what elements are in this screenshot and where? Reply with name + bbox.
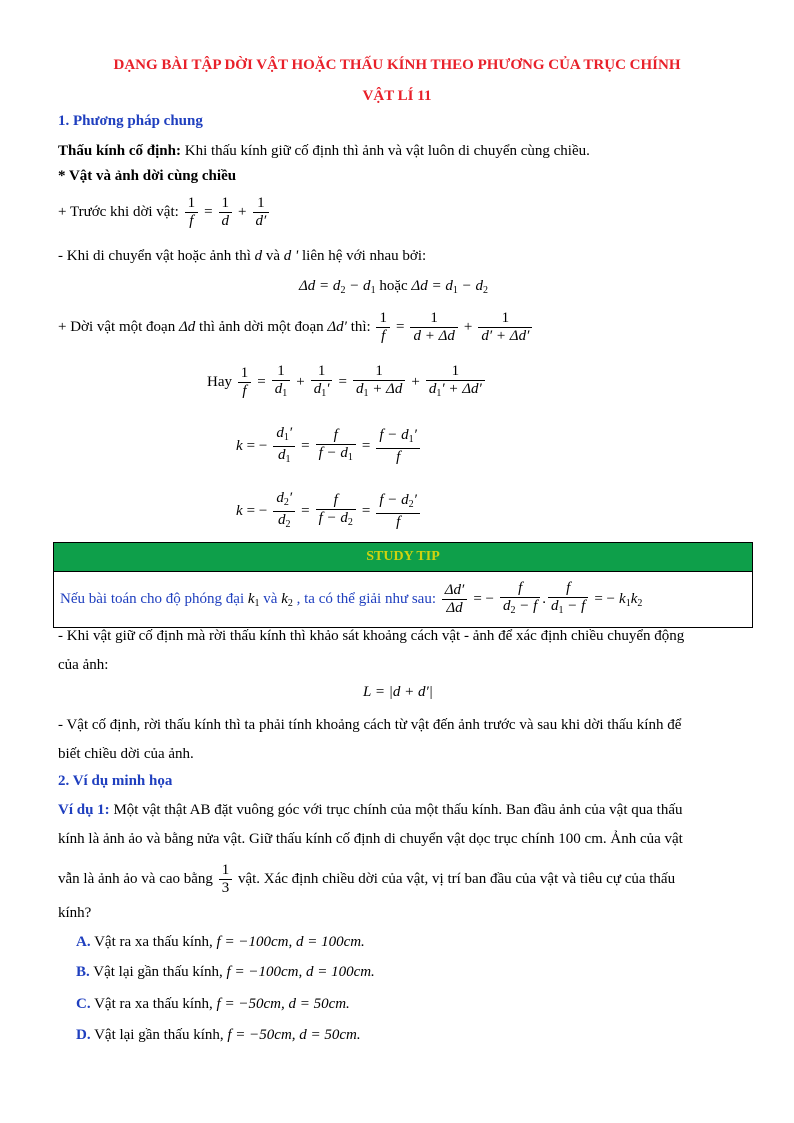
example-text-3a: vẫn là ảnh ảo và cao bằng xyxy=(58,870,213,887)
object-fixed-line-1: - Vật cố định, rời thấu kính thì ta phải tính khoảng cách từ vật đến ảnh trước và sau khi dời thấu kính để xyxy=(58,717,682,733)
formula-fraction: $\frac{1}{f}$ xyxy=(185,195,199,230)
hay-word: Hay xyxy=(207,373,232,390)
study-tip-heading: STUDY TIP xyxy=(54,543,752,572)
option-c[interactable] xyxy=(76,996,350,1013)
move-text-c: thì: xyxy=(350,318,371,335)
tip-text-c: , ta có thể giải như sau: xyxy=(296,591,436,607)
distance-formula: L = |d + d′| xyxy=(363,684,433,700)
fixed-lens-text: Khi thấu kính giữ cố định thì ảnh và vật luôn di chuyển cùng chiều. xyxy=(180,143,590,159)
document-title: DẠNG BÀI TẬP DỜI VẬT HOẶC THẤU KÍNH THEO PHƯƠNG CỦA TRỤC CHÍNH xyxy=(113,57,681,73)
option-b-formula: f = −100cm, d = 100cm. xyxy=(226,964,375,980)
option-b[interactable] xyxy=(76,964,375,981)
option-c-letter: C. xyxy=(76,996,91,1012)
or-word: hoặc xyxy=(379,278,408,294)
example-text-3b: vật. Xác định chiều dời của vật, vị trí ban đầu của vật và tiêu cự của thấu xyxy=(237,870,676,887)
option-c-formula: f = −50cm, d = 50cm. xyxy=(216,996,350,1012)
option-d-letter: D. xyxy=(76,1027,91,1043)
option-a[interactable] xyxy=(76,934,365,951)
option-b-text: Vật lại gần thấu kính, xyxy=(89,964,223,980)
relation-text-a: - Khi di chuyển vật hoặc ảnh thì xyxy=(58,248,251,264)
section-2-heading: 2. Ví dụ minh họa xyxy=(58,773,173,789)
example-line-4: kính? xyxy=(58,905,92,921)
option-d[interactable] xyxy=(76,1027,361,1044)
tip-text-b: và xyxy=(263,591,278,607)
option-c-text: Vật ra xa thấu kính, xyxy=(90,996,213,1012)
tip-text-a: Nếu bài toán cho độ phóng đại xyxy=(60,591,245,607)
move-text-b: thì ảnh dời một đoạn xyxy=(199,318,324,335)
k2-formula: k = − $\frac{d_2'}{d_2}$ = $\frac{f}{f - d_2}$ = $\frac{f - d_2'}{f}$ xyxy=(236,490,422,533)
option-b-letter: B. xyxy=(76,964,90,980)
object-fixed-line-2: biết chiều dời của ảnh. xyxy=(58,746,194,762)
hay-formula: Hay $\frac{1}{f}$ = $\frac{1}{d_1}$ + $\frac{1}{d_1'}$ = $\frac{1}{d_1 + \Delta d}$ + $\frac{1}{d_1' + \Delta d'}$ xyxy=(207,363,487,402)
move-text-a: + Dời vật một đoạn xyxy=(58,318,176,335)
document-subtitle: VẬT LÍ 11 xyxy=(362,88,432,104)
k1-formula: k = − $\frac{d_1'}{d_1}$ = $\frac{f}{f - d_1}$ = $\frac{f - d_1'}{f}$ xyxy=(236,425,422,468)
relation-text-b: và xyxy=(265,248,281,264)
example-line-3: vẫn là ảnh ảo và cao bằng $\frac{1}{3}$ vật. Xác định chiều dời của vật, vị trí ban đầu của vật và tiêu cự của thấu xyxy=(58,862,676,896)
fixed-lens-paragraph xyxy=(58,143,590,160)
option-d-formula: f = −50cm, d = 50cm. xyxy=(227,1027,361,1043)
option-a-text: Vật ra xa thấu kính, xyxy=(90,934,213,950)
fixed-lens-label: Thấu kính cố định: xyxy=(58,143,181,159)
example-line-1 xyxy=(58,802,683,819)
delta-d-formula: $\Delta d = d_2 - d_1$ hoặc $\Delta d = d_1 - d_2$ xyxy=(299,278,488,296)
study-tip-body: Nếu bài toán cho độ phóng đại $k_1$ và $k_2$ , ta có thể giải như sau: $\frac{\Delta d'}{\Delta d}$ = − $\frac{f}{d_2 - f}$ . $\frac{f}{d_1 - f}$ = − $k_1k_2$ xyxy=(60,572,752,627)
lens-move-line-1: - Khi vật giữ cố định mà rời thấu kính thì khảo sát khoảng cách vật - ảnh để xác định chiều chuyển động xyxy=(58,628,685,644)
option-a-formula: f = −100cm, d = 100cm. xyxy=(216,934,365,950)
option-d-text: Vật lại gần thấu kính, xyxy=(90,1027,224,1043)
option-a-letter: A. xyxy=(76,934,91,950)
example-text-1: Một vật thật AB đặt vuông góc với trục chính của một thấu kính. Ban đầu ảnh của vật qua thấu xyxy=(109,802,683,818)
move-line: + Dời vật một đoạn Δd thì ảnh dời một đoạn Δd′ thì: $\frac{1}{f}$ = $\frac{1}{d + \Delta d}$ + $\frac{1}{d' + \Delta d'}$ xyxy=(58,310,534,345)
relation-text-c: liên hệ với nhau bởi: xyxy=(302,248,427,264)
section-1-heading: 1. Phương pháp chung xyxy=(58,113,203,129)
relation-line: - Khi di chuyển vật hoặc ảnh thì d và d ' liên hệ với nhau bởi: xyxy=(58,248,427,264)
before-move-text: + Trước khi dời vật: xyxy=(58,203,179,220)
before-move-line: + Trước khi dời vật: $\frac{1}{f}$ = $\frac{1}{d}$ + $\frac{1}{d'}$ xyxy=(58,195,271,230)
example-label: Ví dụ 1: xyxy=(58,802,110,818)
same-direction-heading: * Vật và ảnh dời cùng chiều xyxy=(58,168,237,184)
study-tip-box xyxy=(53,542,753,628)
lens-move-line-2: của ảnh: xyxy=(58,657,109,673)
example-line-2: kính là ảnh ảo và bằng nửa vật. Giữ thấu kính cố định di chuyển vật dọc trục chính 100 cm. Ảnh của vật xyxy=(58,831,683,847)
